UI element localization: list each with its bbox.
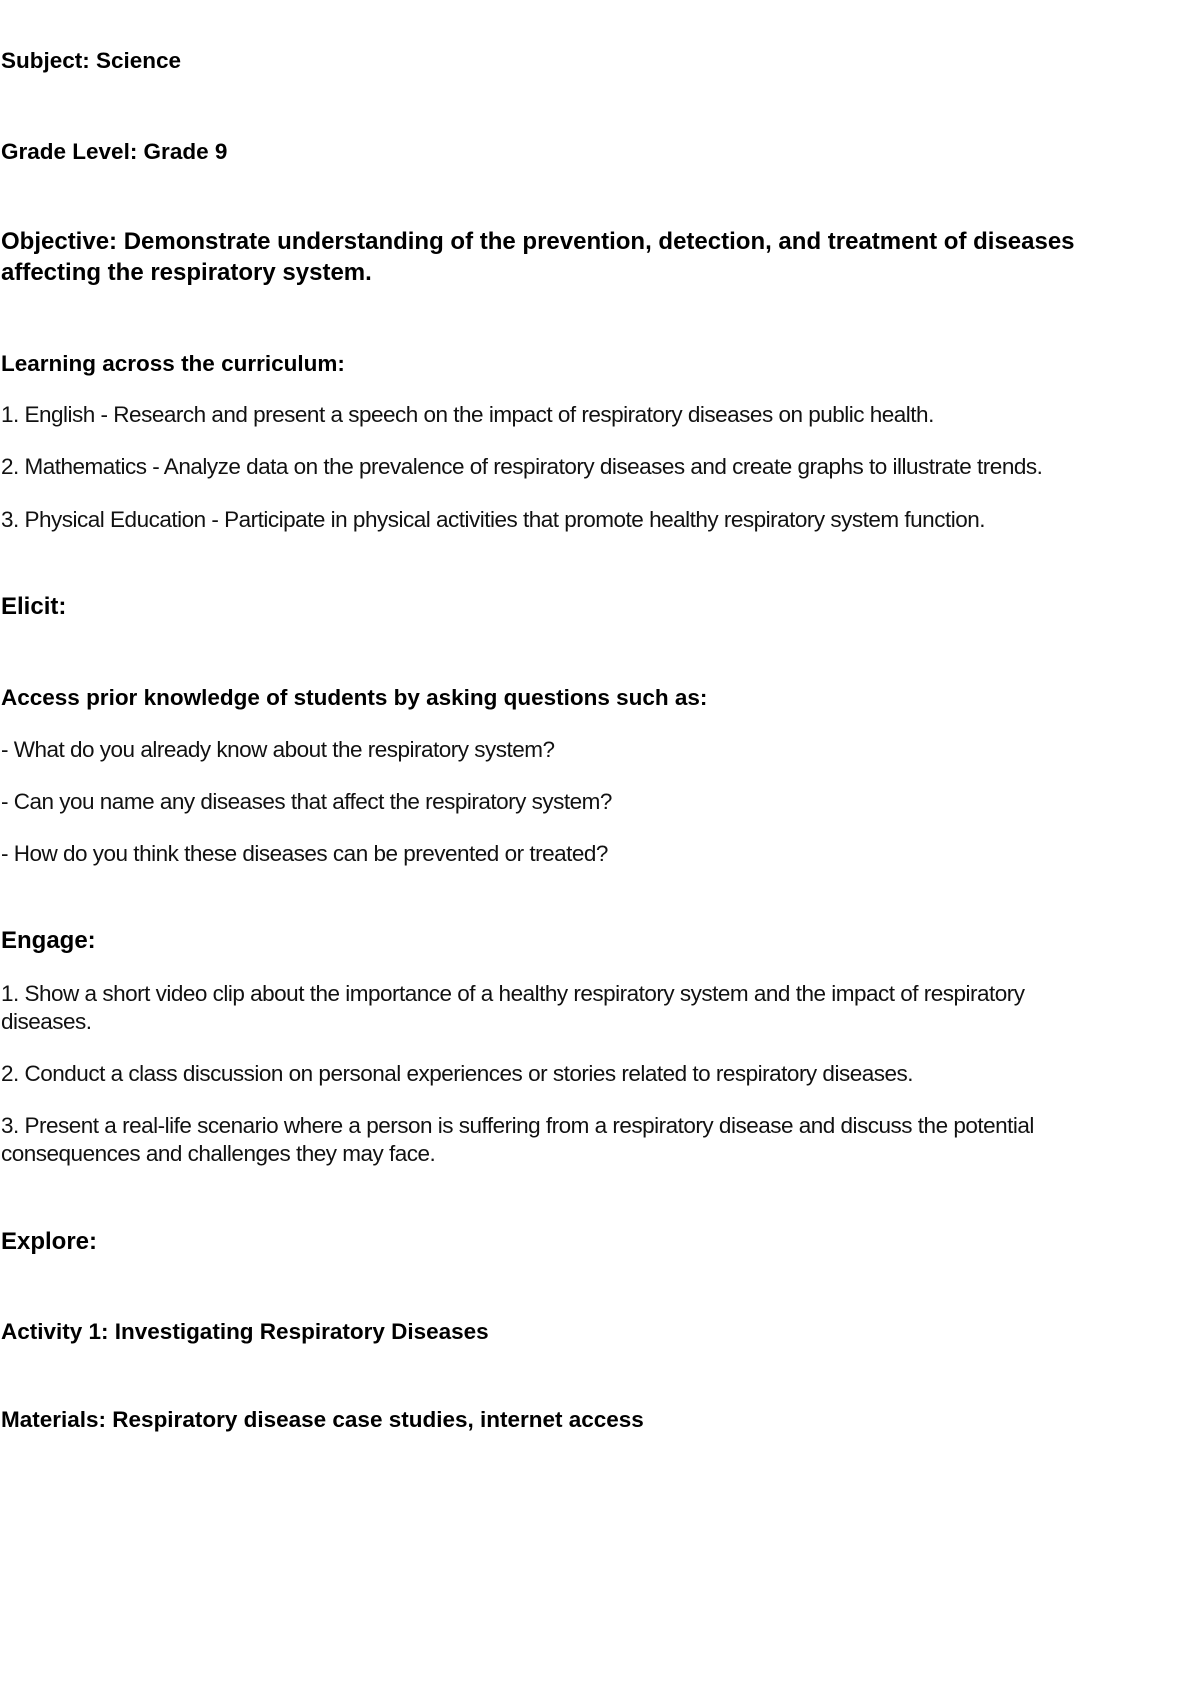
curriculum-heading: Learning across the curriculum:	[1, 351, 345, 376]
engage-item-2: 2. Conduct a class discussion on personal experiences or stories related to respiratory diseases.	[1, 1061, 913, 1086]
engage-heading: Engage:	[1, 927, 96, 954]
elicit-question-3: - How do you think these diseases can be prevented or treated?	[1, 841, 608, 866]
curriculum-item-physical-education: 3. Physical Education - Participate in physical activities that promote healthy respiratory system function.	[1, 507, 985, 532]
explore-heading: Explore:	[1, 1228, 98, 1255]
elicit-question-1: - What do you already know about the respiratory system?	[1, 737, 555, 762]
grade-level-heading: Grade Level: Grade 9	[1, 139, 228, 164]
engage-item-1-line-2: diseases.	[1, 1009, 92, 1034]
objective-line-2: affecting the respiratory system.	[1, 259, 372, 286]
explore-activity: Activity 1: Investigating Respiratory Diseases	[1, 1319, 489, 1344]
curriculum-item-english: 1. English - Research and present a speech on the impact of respiratory diseases on public health.	[1, 402, 934, 427]
curriculum-item-mathematics: 2. Mathematics - Analyze data on the prevalence of respiratory diseases and create graphs to illustrate trends.	[1, 454, 1043, 479]
subject-heading: Subject: Science	[1, 48, 182, 73]
explore-materials: Materials: Respiratory disease case studies, internet access	[1, 1407, 644, 1432]
elicit-question-2: - Can you name any diseases that affect the respiratory system?	[1, 789, 612, 814]
elicit-heading: Elicit:	[1, 593, 67, 620]
elicit-intro: Access prior knowledge of students by asking questions such as:	[1, 685, 708, 710]
engage-item-1-line-1: 1. Show a short video clip about the importance of a healthy respiratory system and the impact of respiratory	[1, 981, 1025, 1006]
engage-item-3-line-2: consequences and challenges they may face.	[1, 1141, 436, 1166]
objective-line-1: Objective: Demonstrate understanding of the prevention, detection, and treatment of diseases	[1, 228, 1075, 255]
engage-item-3-line-1: 3. Present a real-life scenario where a person is suffering from a respiratory disease and discuss the potential	[1, 1113, 1034, 1138]
